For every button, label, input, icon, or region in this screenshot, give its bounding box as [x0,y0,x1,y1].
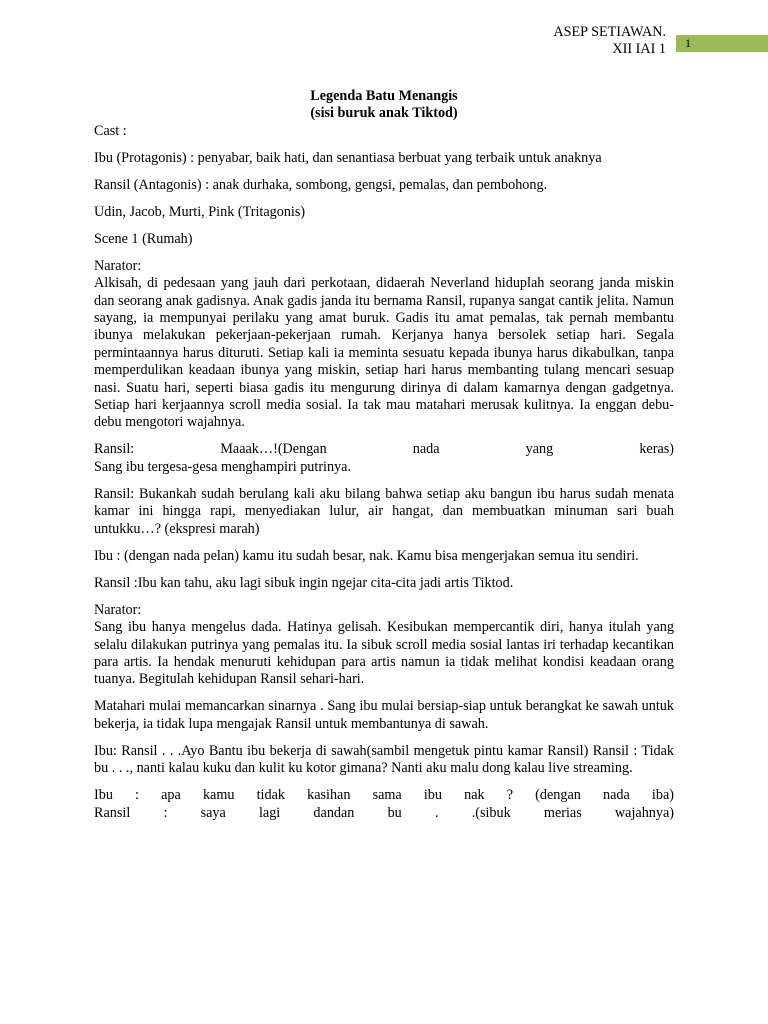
document-title [94,88,674,123]
dialog-ibu-ransil-block [94,743,674,778]
narator-label: Narator: [94,601,142,618]
author-name: ASEP SETIAWAN. [553,24,666,40]
class-name: XII IAI 1 [612,41,666,57]
dialog-ransil-dandan: Ransil : saya lagi dandan bu . .(sibuk merias wajahnya) [94,804,674,821]
narator-text: Sang ibu hanya mengelus dada. Hatinya gelisah. Kesibukan mempercantik diri, hanya itulah yang selalu dilakukan putrinya yang pemalas itu. Ia sibuk scroll media sosial lantas iri terhadap kecantikan para artis. Ia hendak menuruti kehidupan para artis namun ia tidak melihat kondisi keadaan orang tuanya. Begitulah kehidupan Ransil sehari-hari. [94,619,674,688]
document-body [94,88,674,832]
dialog-ibu-kasihan: Ibu : apa kamu tidak kasihan sama ibu nak ? (dengan nada iba) [94,787,674,804]
page-number-tab: 1 [676,35,768,52]
cast-ransil: Ransil (Antagonis) : anak durhaka, sombong, gengsi, pemalas, dan pembohong. [94,176,548,193]
scene-heading: Scene 1 (Rumah) [94,230,193,247]
narator-paragraph-2 [94,602,674,689]
cast-tritagonis: Udin, Jacob, Murti, Pink (Tritagonis) [94,203,306,220]
dialog-ibu-pelan: Ibu : (dengan nada pelan) kamu itu sudah besar, nak. Kamu bisa mengerjakan semua itu sendiri. [94,547,639,564]
cast-heading: Cast : [94,122,127,139]
cast-ibu: Ibu (Protagonis) : penyabar, baik hati, dan senantiasa berbuat yang terbaik untuk anaknya [94,149,602,166]
title-line-2: (sisi buruk anak Tiktod) [310,105,458,122]
narator-paragraph-1 [94,258,674,432]
dialog-ransil-tidak: Ransil : Tidak bu . . ., nanti kalau kuku dan kulit ku kotor gimana? Nanti aku malu dong kalau live streaming. [94,742,675,777]
dialog-ibu-ayo: Ibu: Ransil . . .Ayo Bantu ibu bekerja di sawah(sambil mengetuk pintu kamar Ransil) [94,742,589,759]
title-line-1: Legenda Batu Menangis [310,88,458,104]
stage-ibu-hampiri: Sang ibu tergesa-gesa menghampiri putrinya. [94,458,352,475]
dialog-ransil-maaak: Ransil: Maaak…!(Dengan nada yang keras) [94,441,674,458]
dialog-ransil-bukankah: Ransil: Bukankah sudah berulang kali aku bilang bahwa setiap aku bangun ibu harus sudah menata kamar ini hingga rapi, menyediakan lulur, air hangat, dan membuatkan minuman sari buah untukku…? (ekspresi marah) [94,485,674,537]
narator-text: Alkisah, di pedesaan yang jauh dari perkotaan, didaerah Neverland hiduplah seorang janda miskin dan seorang anak gadisnya. Anak gadis janda itu bernama Ransil, rupanya sangat cantik jelita. Namun sayang, ia mempunyai perilaku yang amat buruk. Gadis itu amat pemalas, tak pernah membantu ibunya melakukan pekerjaan-pekerjaan rumah. Kerjanya hanya bersolek setiap hari. Segala permintaannya harus dituruti. Setiap kali ia meminta sesuatu kepada ibunya harus dikabulkan, tanpa memperdulikan keadaan ibunya yang miskin, setiap hari harus membanting tulang mencari sesuap nasi. Suatu hari, seperti biasa gadis itu mengurung dirinya di dalam kamarnya dengan gadgetnya. Setiap hari kerjaannya scroll media sosial. Ia tak mau matahari merusak kulitnya. Ia enggan debu-debu mengotori wajahnya. [94,275,674,431]
document-header [553,24,666,58]
narator-label: Narator: [94,257,142,274]
dialog-ransil-tiktod: Ransil :Ibu kan tahu, aku lagi sibuk ingin ngejar cita-cita jadi artis Tiktod. [94,574,514,591]
narration-matahari: Matahari mulai memancarkan sinarnya . Sang ibu mulai bersiap-siap untuk berangkat ke sawah untuk bekerja, ia tidak lupa mengajak Ransil untuk membantunya di sawah. [94,698,674,732]
dialog-ransil-maaak-block [94,441,674,476]
dialog-final-block [94,787,674,822]
